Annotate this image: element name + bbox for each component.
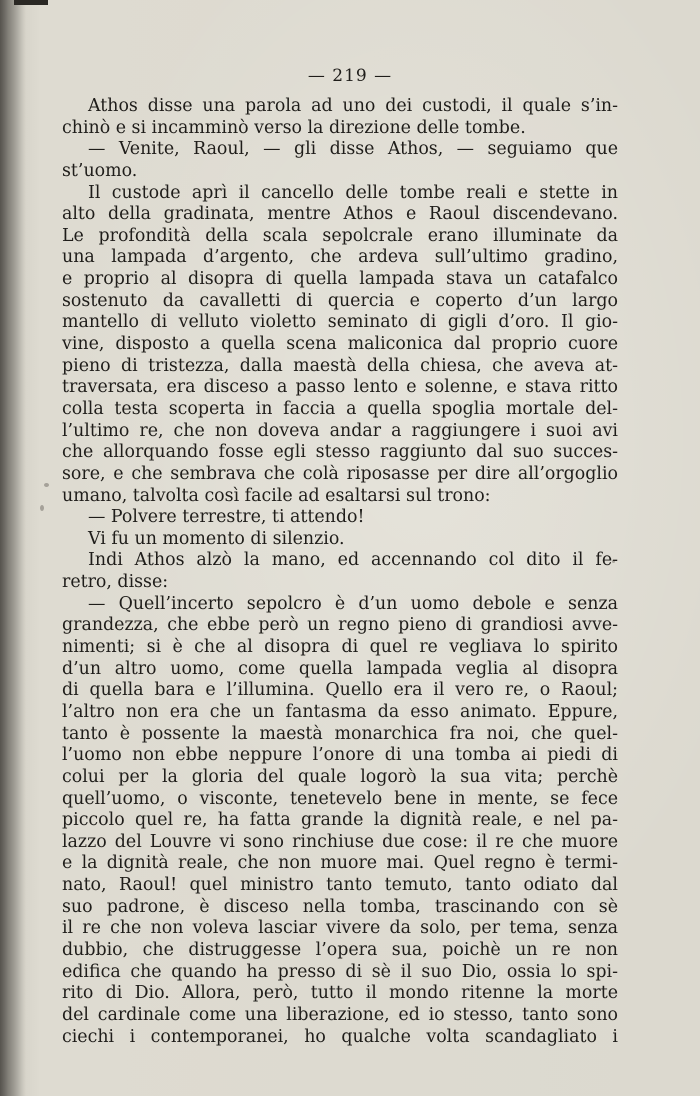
- text-line: una lampada d’argento, che ardeva sull’ultimo gradino,: [62, 247, 618, 268]
- paper-speck: [40, 505, 44, 511]
- text-line: sore, e che sembrava che colà riposasse per dire all’orgoglio: [62, 463, 618, 484]
- text-line: grandezza, che ebbe però un regno pieno di grandiosi avve-: [62, 615, 618, 636]
- text-line: traversata, era disceso a passo lento e solenne, e stava ritto: [62, 377, 618, 398]
- text-line: colla testa scoperta in faccia a quella spoglia mortale del-: [62, 398, 618, 419]
- text-line: nato, Raoul! quel ministro tanto temuto, tanto odiato dal: [62, 875, 618, 896]
- text-line: — Polvere terrestre, ti attendo!: [88, 507, 365, 528]
- text-line: chinò e si incamminò verso la direzione delle tombe.: [62, 117, 526, 138]
- text-line: rito di Dio. Allora, però, tutto il mondo ritenne la morte: [62, 983, 618, 1004]
- text-line: colui per la gloria del quale logorò la sua vita; perchè: [62, 766, 618, 787]
- text-line: retro, disse:: [62, 572, 169, 593]
- text-line: lazzo del Louvre vi sono rinchiuse due cose: il re che muore: [62, 831, 618, 852]
- text-line: Il custode aprì il cancello delle tombe reali e stette in: [88, 182, 618, 203]
- text-line: Le profondità della scala sepolcrale erano illuminate da: [62, 225, 618, 246]
- paper-speck: [44, 483, 49, 487]
- text-line: — Quell’incerto sepolcro è d’un uomo debole e senza: [88, 593, 618, 614]
- text-line: st’uomo.: [62, 160, 138, 181]
- text-line: che allorquando fosse egli stesso raggiunto dal suo succes-: [62, 442, 618, 463]
- text-line: edifica che quando ha presso di sè il suo Dio, ossia lo spi-: [62, 961, 618, 982]
- text-line: l’uomo non ebbe neppure l’onore di una tomba ai piedi di: [62, 745, 618, 766]
- text-line: — Venite, Raoul, — gli disse Athos, — seguiamo que: [88, 139, 618, 160]
- text-line: Athos disse una parola ad uno dei custodi, il quale s’in-: [88, 96, 618, 116]
- text-line: suo padrone, è disceso nella tomba, trascinando con sè: [62, 896, 618, 917]
- text-line: nimenti; si è che al disopra di quel re vegliava lo spirito: [62, 637, 618, 658]
- text-line: e la dignità reale, che non muore mai. Quel regno è termi-: [62, 853, 618, 874]
- text-line: del cardinale come una liberazione, ed io stesso, tanto sono: [62, 1004, 618, 1025]
- body-text: [62, 96, 618, 1048]
- text-line: l’ultimo re, che non doveva andar a raggiungere i suoi avi: [62, 420, 618, 441]
- text-line: pieno di tristezza, dalla maestà della chiesa, che aveva at-: [62, 355, 618, 376]
- text-line: Indi Athos alzò la mano, ed accennando col dito il fe-: [88, 550, 618, 571]
- page-number: — 219 —: [307, 66, 393, 86]
- top-edge-mark: [14, 0, 48, 5]
- text-line: vine, disposto a quella scena maliconica dal proprio cuore: [62, 334, 618, 355]
- text-line: umano, talvolta così facile ad esaltarsi sul trono:: [62, 485, 491, 506]
- paper-speck: [612, 560, 615, 563]
- spine-shadow: [0, 0, 26, 1096]
- text-line: alto della gradinata, mentre Athos e Raoul discendevano.: [62, 204, 618, 225]
- text-line: il re che non voleva lasciar vivere da solo, per tema, senza: [62, 918, 618, 939]
- text-line: mantello di velluto violetto seminato di gigli d’oro. Il gio-: [62, 312, 618, 333]
- text-line: sostenuto da cavalletti di quercia e coperto d’un largo: [62, 290, 618, 311]
- text-line: di quella bara e l’illumina. Quello era il vero re, o Raoul;: [62, 680, 618, 701]
- text-line: tanto è possente la maestà monarchica fra noi, che quel-: [62, 723, 618, 744]
- text-line: l’altro non era che un fantasma da esso animato. Eppure,: [62, 701, 618, 722]
- text-line: quell’uomo, o visconte, tenetevelo bene in mente, se fece: [62, 788, 618, 809]
- text-line: Vi fu un momento di silenzio.: [88, 528, 345, 549]
- text-line: d’un altro uomo, come quella lampada veglia al disopra: [62, 658, 618, 679]
- text-line: piccolo quel re, ha fatta grande la dignità reale, e nel pa-: [62, 810, 618, 831]
- text-line: dubbio, che distruggesse l’opera sua, poichè un re non: [62, 939, 618, 960]
- text-line: ciechi i contemporanei, ho qualche volta scandagliato i: [62, 1026, 618, 1047]
- text-line: e proprio al disopra di quella lampada stava un catafalco: [62, 269, 618, 290]
